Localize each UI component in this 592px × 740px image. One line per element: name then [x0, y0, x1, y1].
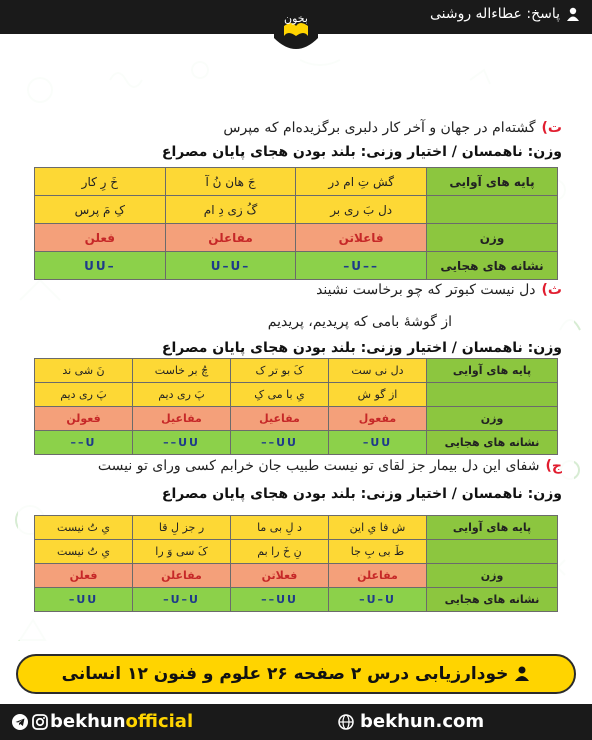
- section-label-t: ت): [541, 120, 562, 136]
- table-row: [35, 540, 558, 564]
- table-cell: جَ هان نُ آ: [165, 168, 296, 196]
- table-row: [35, 252, 558, 280]
- table-cell: –UU: [329, 431, 427, 455]
- brand-handle-main: bekhun: [50, 711, 126, 732]
- table-cell: مفاعلن: [329, 564, 427, 588]
- table-cell: مفاعلن: [165, 224, 296, 252]
- table-cell: کَ بو تر ک: [231, 359, 329, 383]
- meter-j: وزن: ناهمسان / اختیار وزنی: بلند بودن هجای پایان مصراع: [161, 486, 562, 502]
- brand-handle[interactable]: [50, 711, 193, 732]
- row-head: وزن: [427, 224, 558, 252]
- table-row: [35, 196, 558, 224]
- table-cell: مفاعلن: [133, 564, 231, 588]
- table-cell: –U––: [296, 252, 427, 280]
- table-cell: مفاعیل: [133, 407, 231, 431]
- website-link[interactable]: bekhun.com: [360, 711, 485, 732]
- table-row: [35, 407, 558, 431]
- table-cell: دل نی ست: [329, 359, 427, 383]
- meter-s: وزن: ناهمسان / اختیار وزنی: بلند بودن هجای پایان مصراع: [161, 340, 562, 356]
- table-cell: خَ رِ کار: [35, 168, 166, 196]
- table-cell: ––UU: [231, 431, 329, 455]
- table-cell: UU–: [35, 252, 166, 280]
- row-head: پایه های آوایی: [427, 516, 558, 540]
- table-cell: پَ ری دیم: [35, 383, 133, 407]
- logo-text: بخون: [284, 12, 308, 25]
- lesson-banner-label: خودارزیابی درس ۲ صفحه ۲۶ علوم و فنون ۱۲ انسانی: [61, 664, 509, 684]
- table-cell: ش فا یِ این: [329, 516, 427, 540]
- row-head: [427, 540, 558, 564]
- row-head: نشانه های هجایی: [427, 431, 558, 455]
- answer-label: پاسخ: عطاءاله روشنی: [429, 6, 560, 22]
- table-cell: کَ سی وَ را: [133, 540, 231, 564]
- verse-j-1: شفای این دل بیمار جز لقای تو نیست طبیب جان خرابم کسی ورای تو نیست: [97, 458, 540, 474]
- scansion-table-s: [34, 358, 558, 455]
- lesson-banner: [16, 654, 576, 694]
- table-cell: فعولن: [35, 407, 133, 431]
- poem-line-s-2: از گوشهٔ بامی که پریدیم، پریدیم: [267, 314, 452, 330]
- table-cell: –U–U: [329, 588, 427, 612]
- row-head: وزن: [427, 564, 558, 588]
- table-cell: از گو ش: [329, 383, 427, 407]
- row-head: پایه های آوایی: [427, 359, 558, 383]
- row-head: [427, 196, 558, 224]
- table-cell: فعلن: [35, 564, 133, 588]
- table-row: [35, 431, 558, 455]
- row-head: پایه های آوایی: [427, 168, 558, 196]
- logo: [268, 4, 324, 56]
- instagram-icon[interactable]: [32, 714, 48, 730]
- section-label-s: ث): [541, 282, 562, 298]
- brand-handle-accent: official: [125, 711, 194, 732]
- scansion-table-j: [34, 515, 558, 612]
- table-cell: نَ شی ند: [35, 359, 133, 383]
- table-cell: ––UU: [231, 588, 329, 612]
- row-head: [427, 383, 558, 407]
- verse-t-1: گشته‌ام در جهان و آخر کار دلبری برگزیده‌ام که مپرس: [223, 120, 536, 136]
- answer-author: [430, 6, 580, 22]
- poem-line-t: [223, 120, 562, 136]
- table-cell: پَ ری دیم: [133, 383, 231, 407]
- table-row: [35, 168, 558, 196]
- row-head: نشانه های هجایی: [427, 588, 558, 612]
- row-head: وزن: [427, 407, 558, 431]
- table-row: [35, 383, 558, 407]
- row-head: نشانه های هجایی: [427, 252, 558, 280]
- table-row: [35, 359, 558, 383]
- table-cell: گُ زی دِ ام: [165, 196, 296, 224]
- table-cell: فعلاتن: [231, 564, 329, 588]
- table-cell: ––UU: [133, 431, 231, 455]
- poem-line-j: [98, 458, 562, 474]
- table-cell: طَ بی بِ جا: [329, 540, 427, 564]
- table-cell: مفاعیل: [231, 407, 329, 431]
- lesson-banner-text: [18, 664, 574, 684]
- table-row: [35, 564, 558, 588]
- user-icon: [514, 665, 530, 681]
- table-cell: کِ مَ پرس: [35, 196, 166, 224]
- poem-line-s-1: [316, 282, 562, 298]
- table-cell: د لِ بی ما: [231, 516, 329, 540]
- verse-s-1: دل نیست کبوتر که چو برخاست نشیند: [316, 282, 536, 298]
- table-cell: مفعول: [329, 407, 427, 431]
- section-label-j: ج): [545, 458, 562, 474]
- table-cell: –UU: [35, 588, 133, 612]
- table-row: [35, 588, 558, 612]
- telegram-icon[interactable]: [12, 714, 28, 730]
- meter-t: وزن: ناهمسان / اختیار وزنی: بلند بودن هجای پایان مصراع: [161, 144, 562, 160]
- table-cell: ر جز لِ قا: [133, 516, 231, 540]
- globe-icon: [338, 714, 354, 730]
- table-cell: فاعلاتن: [296, 224, 427, 252]
- scansion-table-t: [34, 167, 558, 280]
- table-cell: دل بَ ری بر: [296, 196, 427, 224]
- table-row: [35, 516, 558, 540]
- bottom-bar: [0, 704, 592, 740]
- table-cell: گش تِ ام در: [296, 168, 427, 196]
- table-cell: چُ بر خاست: [133, 359, 231, 383]
- table-cell: یِ تُ نیست: [35, 540, 133, 564]
- table-row: [35, 224, 558, 252]
- user-icon: [566, 7, 580, 21]
- table-cell: U–U–: [165, 252, 296, 280]
- table-cell: فعلن: [35, 224, 166, 252]
- table-cell: ––U: [35, 431, 133, 455]
- table-cell: –U–U: [133, 588, 231, 612]
- table-cell: نِ خَ را بم: [231, 540, 329, 564]
- table-cell: یِ تُ نیست: [35, 516, 133, 540]
- table-cell: یِ با می کِ: [231, 383, 329, 407]
